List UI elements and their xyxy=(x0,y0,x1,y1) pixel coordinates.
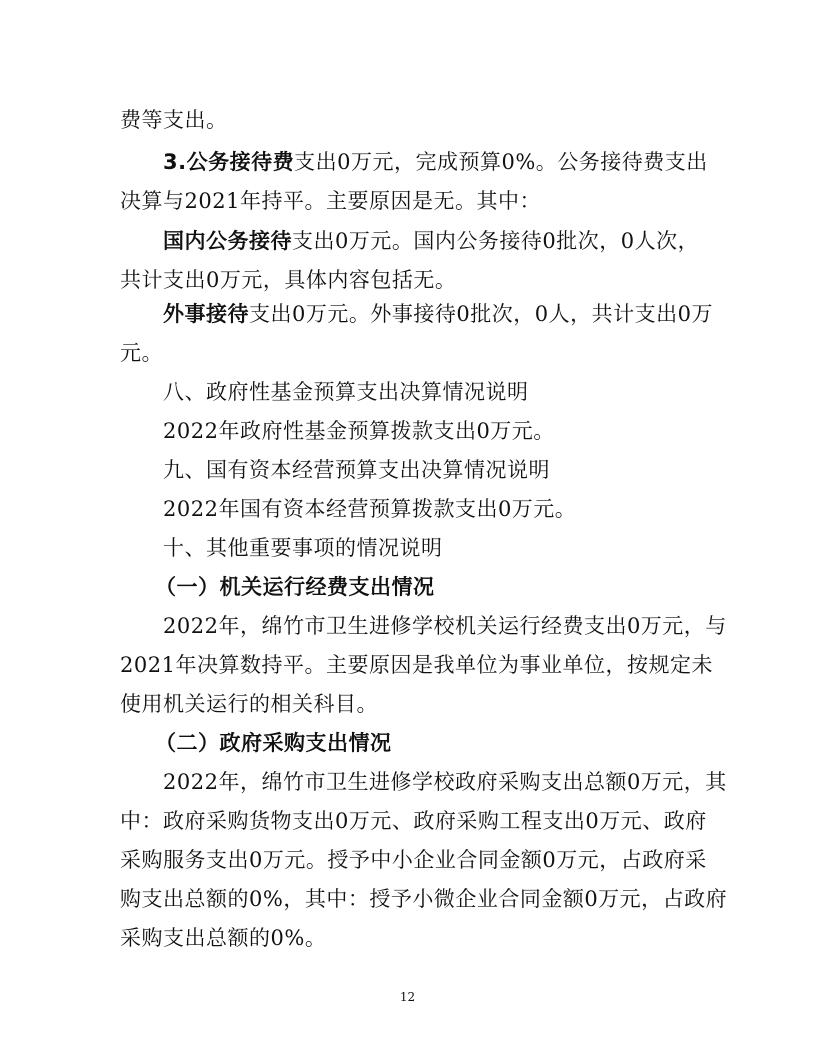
paragraph-text: 支出0万元，完成预算0%。公务接待费支出 xyxy=(294,150,708,174)
paragraph-line: 中：政府采购货物支出0万元、政府采购工程支出0万元、政府 xyxy=(120,809,707,833)
paragraph-line xyxy=(163,150,743,174)
paragraph-line: 元。 xyxy=(120,341,163,365)
bold-term: 外事接待 xyxy=(163,302,249,326)
paragraph-line: 决算与2021年持平。主要原因是无。其中： xyxy=(120,189,541,213)
paragraph-line: 使用机关运行的相关科目。 xyxy=(120,692,378,716)
paragraph-line: 购支出总额的0%，其中：授予小微企业合同金额0万元，占政府 xyxy=(120,887,728,911)
section-heading: 十、其他重要事项的情况说明 xyxy=(163,536,443,560)
paragraph-line xyxy=(163,229,743,253)
paragraph-line: 2022年，绵竹市卫生进修学校政府采购支出总额0万元，其 xyxy=(163,770,727,794)
paragraph-line: 2022年政府性基金预算拨款支出0万元。 xyxy=(163,419,555,443)
paragraph-line: 2022年，绵竹市卫生进修学校机关运行经费支出0万元，与 xyxy=(163,614,727,638)
paragraph-line: 采购服务支出0万元。授予中小企业合同金额0万元，占政府采 xyxy=(120,848,707,872)
subsection-heading: （二）政府采购支出情况 xyxy=(155,731,392,755)
paragraph-text: 支出0万元。国内公务接待0批次，0人次， xyxy=(292,229,700,253)
paragraph-line: 采购支出总额的0%。 xyxy=(120,926,327,950)
section-heading: 八、政府性基金预算支出决算情况说明 xyxy=(163,380,529,404)
subsection-heading: （一）机关运行经费支出情况 xyxy=(155,575,435,599)
paragraph-line: 费等支出。 xyxy=(120,108,228,132)
paragraph-line xyxy=(163,302,743,326)
bold-term: 3.公务接待费 xyxy=(163,150,295,174)
page-number: 12 xyxy=(399,990,416,1004)
paragraph-text: 支出0万元。外事接待0批次，0人，共计支出0万 xyxy=(249,302,713,326)
paragraph-line: 2022年国有资本经营预算拨款支出0万元。 xyxy=(163,497,577,521)
paragraph-line: 共计支出0万元，具体内容包括无。 xyxy=(120,268,457,292)
bold-term: 国内公务接待 xyxy=(163,229,292,253)
paragraph-line: 2021年决算数持平。主要原因是我单位为事业单位，按规定未 xyxy=(120,653,713,677)
section-heading: 九、国有资本经营预算支出决算情况说明 xyxy=(163,458,550,482)
